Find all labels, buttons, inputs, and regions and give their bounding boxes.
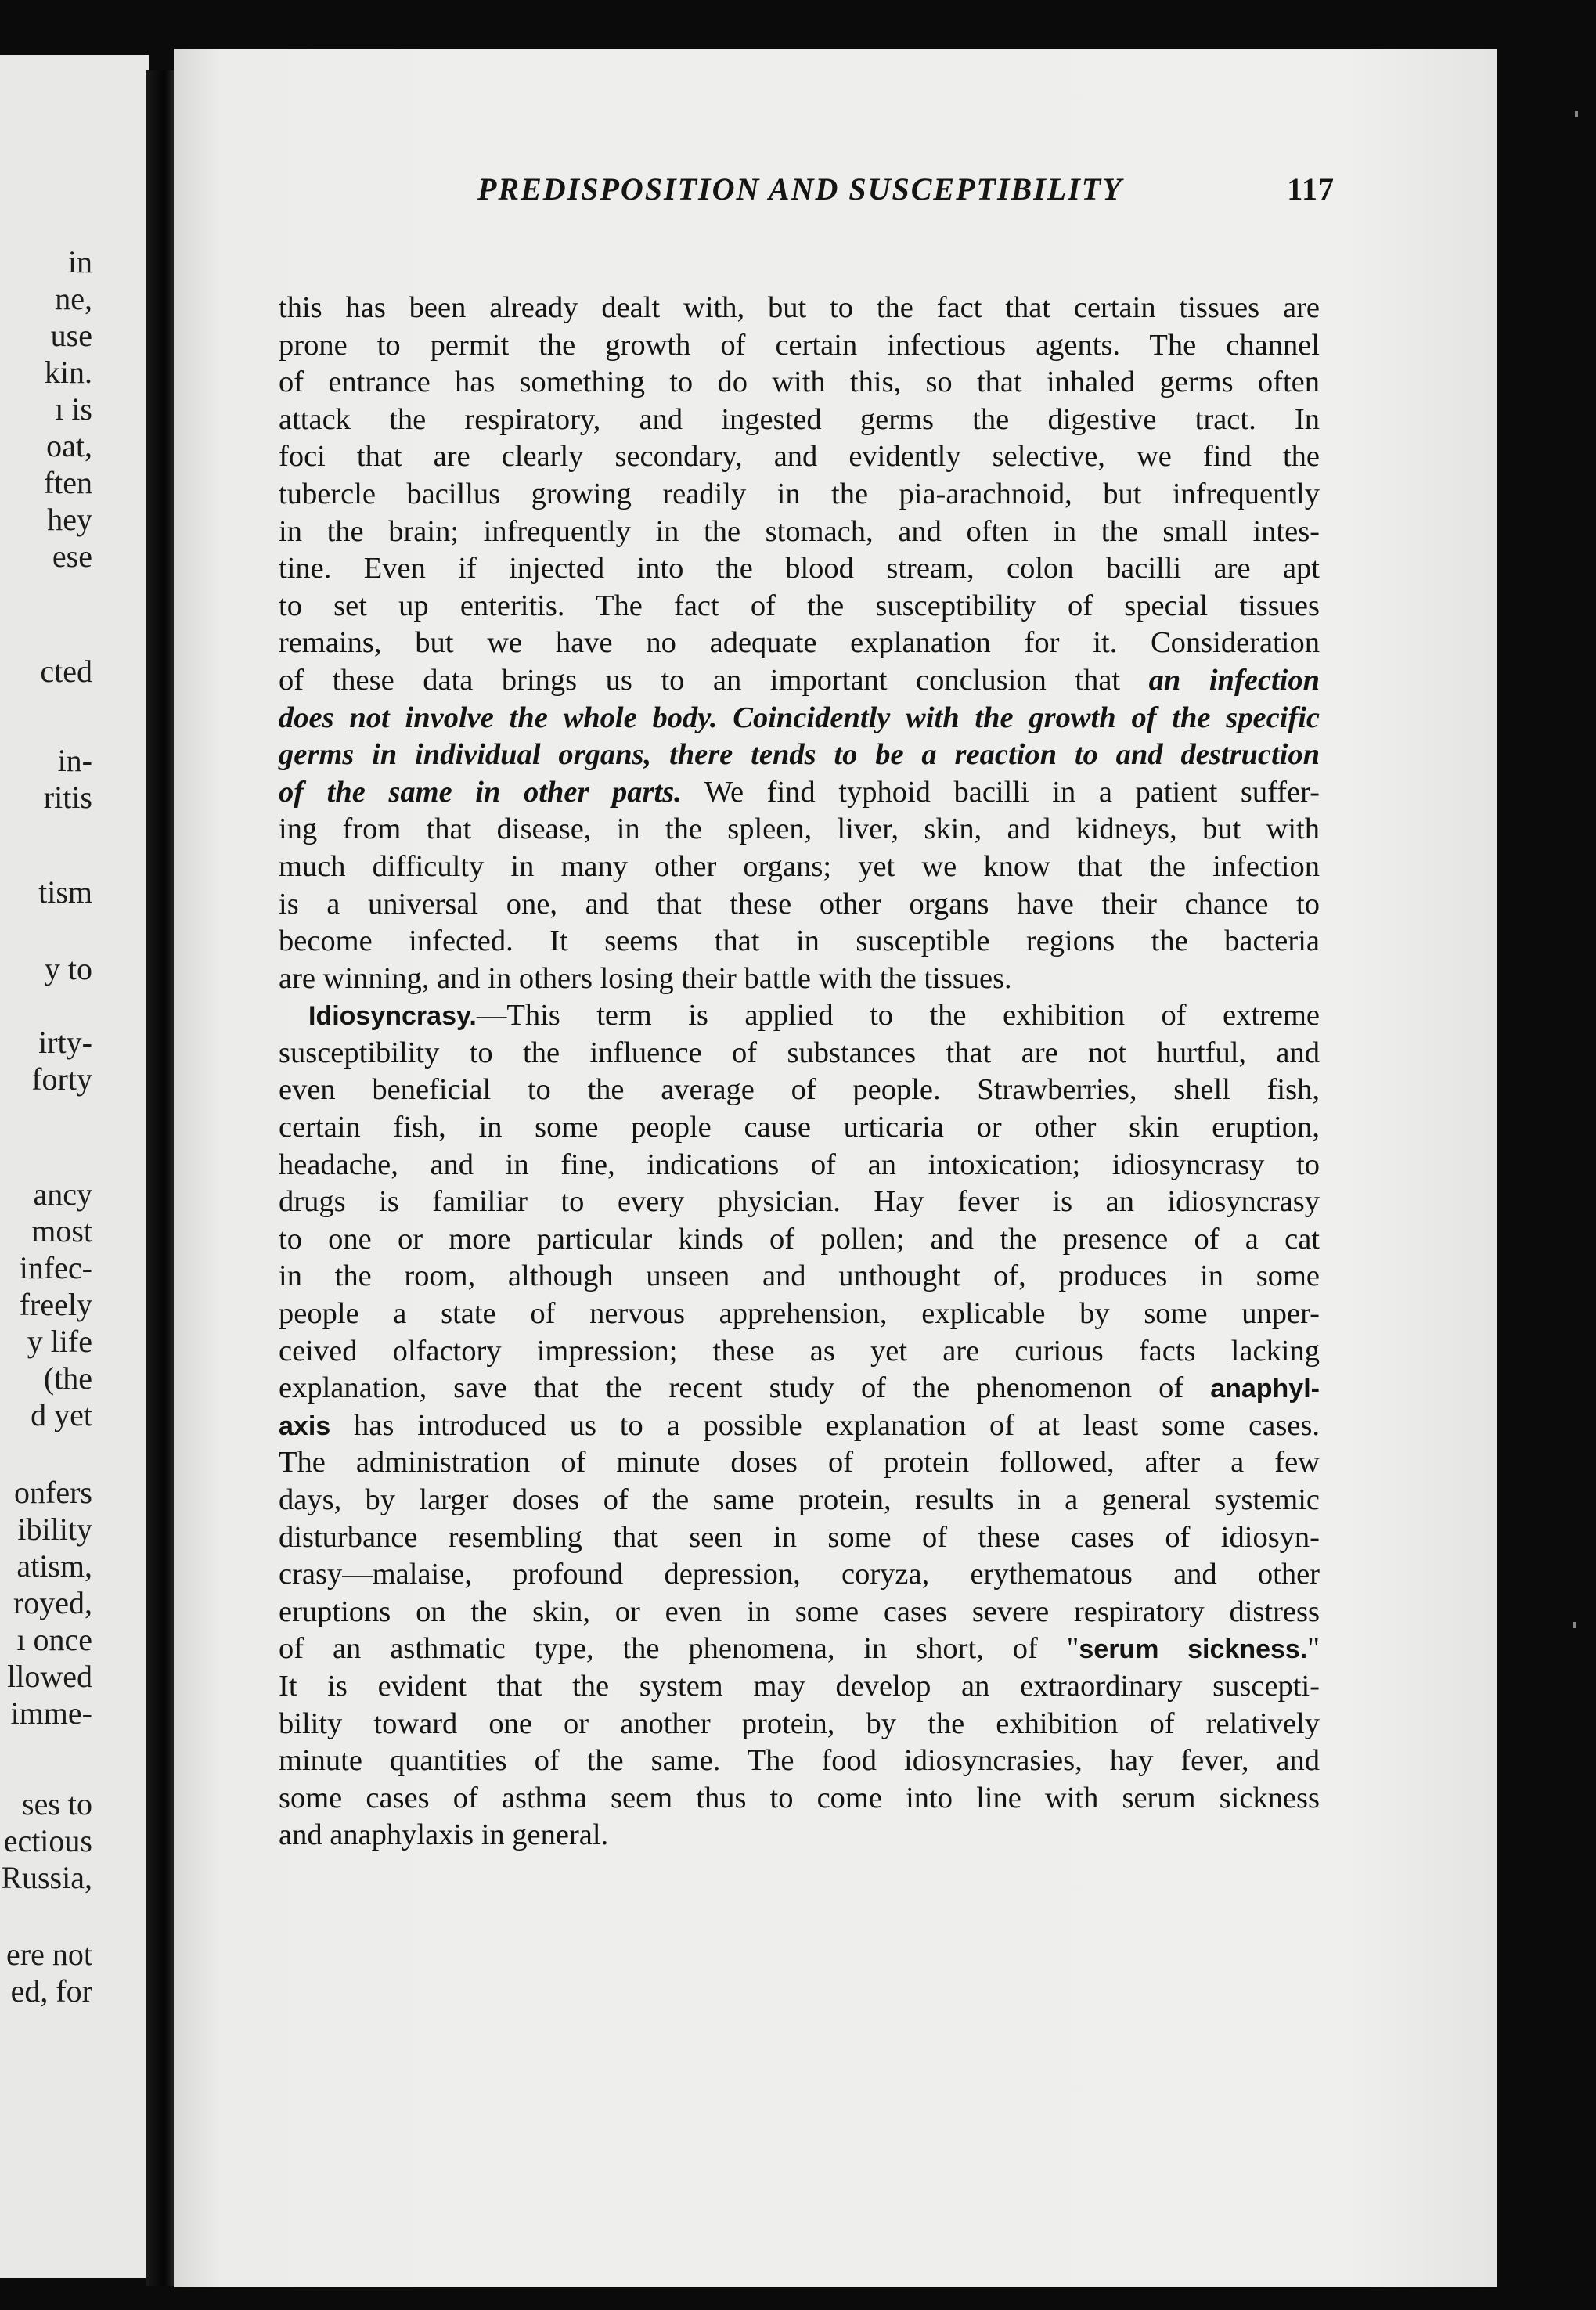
text-line (279, 1444, 1320, 1482)
text-line (279, 1035, 1320, 1072)
scan-speck (1575, 111, 1578, 117)
facing-page-line: y to (44, 951, 92, 986)
text-run: foci that are clearly secondary, and evidently selective, we find the (279, 440, 1320, 474)
text-run: explanation, save that the recent study of the phenomenon of (279, 1371, 1211, 1405)
text-line (279, 1706, 1320, 1743)
text-run: become infected. It seems that in susceptible regions the bacteria (279, 924, 1320, 958)
text-line (279, 1184, 1320, 1221)
facing-page-line: ectious (3, 1823, 92, 1858)
text-run: headache, and in fine, indications of an intoxication; idiosyncrasy to (279, 1148, 1320, 1181)
text-run: eruptions on the skin, or even in some cases severe respiratory distress (279, 1595, 1320, 1628)
text-line (279, 960, 1320, 998)
text-line (279, 737, 1320, 774)
text-run: drugs is familiar to every physician. Hay fever is an idiosyncrasy (279, 1185, 1320, 1219)
facing-page-line: ibility (17, 1512, 92, 1547)
text-run: to one or more particular kinds of pollen; and the presence of a cat (279, 1222, 1320, 1256)
text-run: days, by larger doses of the same protein, results in a general systemic (279, 1483, 1320, 1516)
facing-page-line: onfers (14, 1475, 92, 1510)
facing-page-line: in- (57, 743, 92, 778)
text-run: crasy—malaise, profound depression, coryza, erythematous and other (279, 1558, 1320, 1591)
text-run: ing from that disease, in the spleen, liver, skin, and kidneys, but with (279, 813, 1320, 846)
facing-page-line: oat, (46, 428, 92, 463)
text-line (279, 1668, 1320, 1706)
text-run: this has been already dealt with, but to the fact that certain tissues are (279, 291, 1320, 324)
text-run: of these data brings us to an important conclusion that (279, 663, 1149, 697)
text-line (279, 290, 1320, 327)
facing-page-line: ancy (33, 1177, 92, 1212)
text-line (279, 700, 1320, 737)
text-run: " (1307, 1632, 1320, 1666)
text-line (279, 1556, 1320, 1594)
text-run: and anaphylaxis in general. (279, 1818, 609, 1852)
text-run: much difficulty in many other organs; yet we know that the infection (279, 849, 1320, 883)
text-line (279, 1147, 1320, 1184)
text-run: ceived olfactory impression; these as yet are curious facts lacking (279, 1334, 1320, 1368)
facing-page-line: imme- (10, 1696, 92, 1731)
text-run: The administration of minute doses of protein followed, after a few (279, 1446, 1320, 1479)
text-run: disturbance resembling that seen in some of these cases of idiosyn- (279, 1520, 1320, 1554)
emphasis-text: of the same in other parts. (279, 775, 682, 809)
facing-page-line: forty (31, 1061, 92, 1097)
text-run: certain fish, in some people cause urticaria or other skin eruption, (279, 1111, 1320, 1144)
facing-page-line: (the (43, 1360, 92, 1396)
text-line (279, 1109, 1320, 1147)
text-line (279, 1742, 1320, 1780)
book-gutter (146, 70, 177, 2286)
text-run: of entrance has something to do with this, so that inhaled germs often (279, 366, 1320, 399)
text-line (279, 997, 1320, 1035)
facing-page-line: llowed (7, 1659, 92, 1694)
facing-page-line: y life (27, 1324, 92, 1359)
text-line (279, 1482, 1320, 1519)
text-run: even beneficial to the average of people. Strawberries, shell fish, (279, 1073, 1320, 1107)
text-run: some cases of asthma seem thus to come into line with serum sickness (279, 1781, 1320, 1814)
text-line (279, 1780, 1320, 1818)
facing-page-line: tism (38, 874, 92, 910)
text-line (279, 1631, 1320, 1668)
scan-speck (1573, 1622, 1576, 1628)
text-run: attack the respiratory, and ingested germs the digestive tract. In (279, 402, 1320, 436)
facing-page-line: d yet (31, 1397, 92, 1432)
bold-term: axis (279, 1411, 331, 1441)
page-number: 117 (1287, 171, 1335, 207)
emphasis-text: does not involve the whole body. Coincidently with the growth of the specific (279, 701, 1320, 734)
text-line (279, 886, 1320, 924)
text-line (279, 1519, 1320, 1557)
text-line (279, 588, 1320, 625)
text-run: in the room, although unseen and unthought of, produces in some (279, 1260, 1320, 1293)
text-run: in the brain; infrequently in the stomach, and often in the small intes- (279, 514, 1320, 548)
text-run: —This term is applied to the exhibition of extreme (476, 999, 1320, 1032)
text-line (279, 811, 1320, 849)
text-run: are winning, and in others losing their battle with the tissues. (279, 961, 1012, 995)
facing-page-line: ed, for (10, 1973, 92, 2009)
text-line (279, 514, 1320, 551)
facing-page-line: freely (19, 1287, 92, 1322)
text-line (279, 923, 1320, 960)
text-line (279, 1221, 1320, 1259)
facing-page-line: infec- (19, 1250, 92, 1285)
text-line (279, 1258, 1320, 1296)
text-run: tine. Even if injected into the blood stream, colon bacilli are apt (279, 552, 1320, 586)
body-text (279, 290, 1320, 1854)
text-line (279, 849, 1320, 886)
facing-page-line: royed, (13, 1585, 92, 1620)
text-line (279, 402, 1320, 439)
facing-page (0, 55, 149, 2278)
text-run: remains, but we have no adequate explanation for it. Consideration (279, 626, 1320, 660)
text-line (279, 1333, 1320, 1371)
facing-page-line: ften (43, 465, 92, 500)
text-run: minute quantities of the same. The food idiosyncrasies, hay fever, and (279, 1744, 1320, 1778)
facing-page-line: use (50, 318, 92, 353)
text-line (279, 774, 1320, 812)
text-run: to set up enteritis. The fact of the susceptibility of special tissues (279, 589, 1320, 622)
text-line (279, 327, 1320, 365)
facing-page-line: ere not (6, 1937, 92, 1972)
text-line (279, 476, 1320, 514)
facing-page-line: kin. (44, 355, 92, 390)
text-run: has introduced us to a possible explanation of at least some cases. (330, 1408, 1320, 1442)
text-run: is a universal one, and that these other organs have their chance to (279, 887, 1320, 921)
facing-page-line: most (31, 1213, 92, 1249)
facing-page-line: ı is (55, 391, 92, 427)
facing-page-line: ses to (22, 1786, 92, 1822)
emphasis-text: an infection (1148, 663, 1320, 697)
running-title: PREDISPOSITION AND SUSCEPTIBILITY (477, 171, 1123, 207)
facing-page-line: Russia, (1, 1860, 92, 1895)
text-run: It is evident that the system may develop an extraordinary suscepti- (279, 1669, 1320, 1703)
text-line (279, 625, 1320, 662)
facing-page-line: ritis (43, 780, 92, 815)
text-run: people a state of nervous apprehension, explicable by some unper- (279, 1297, 1320, 1331)
text-line (279, 662, 1320, 700)
text-line (279, 438, 1320, 476)
text-run: We find typhoid bacilli in a patient suffer- (681, 775, 1320, 809)
bold-term: Idiosyncrasy. (308, 1001, 477, 1032)
facing-page-line: ı once (16, 1622, 92, 1657)
text-run: bility toward one or another protein, by the exhibition of relatively (279, 1706, 1320, 1740)
text-line (279, 1370, 1320, 1407)
text-run: prone to permit the growth of certain infectious agents. The channel (279, 328, 1320, 362)
emphasis-text: germs in individual organs, there tends to be a reaction to and destruction (279, 738, 1320, 772)
facing-page-line: in (67, 244, 92, 279)
text-run: susceptibility to the influence of substances that are not hurtful, and (279, 1036, 1320, 1069)
bold-term: anaphyl- (1210, 1374, 1320, 1404)
text-line (279, 1817, 1320, 1854)
bold-term: serum sickness. (1079, 1634, 1308, 1665)
facing-page-line: ese (52, 539, 92, 574)
text-line (279, 1072, 1320, 1109)
text-line (279, 1407, 1320, 1445)
facing-page-line: ne, (55, 281, 92, 316)
text-run: tubercle bacillus growing readily in the pia-arachnoid, but infrequently (279, 477, 1320, 510)
facing-page-line: irty- (38, 1025, 92, 1060)
text-run: of an asthmatic type, the phenomena, in short, of " (279, 1632, 1079, 1666)
facing-page-line: cted (40, 654, 92, 689)
text-line (279, 550, 1320, 588)
text-line (279, 364, 1320, 402)
facing-page-line: atism, (16, 1548, 92, 1584)
text-line (279, 1594, 1320, 1631)
facing-page-line: hey (47, 502, 92, 537)
text-line (279, 1296, 1320, 1333)
